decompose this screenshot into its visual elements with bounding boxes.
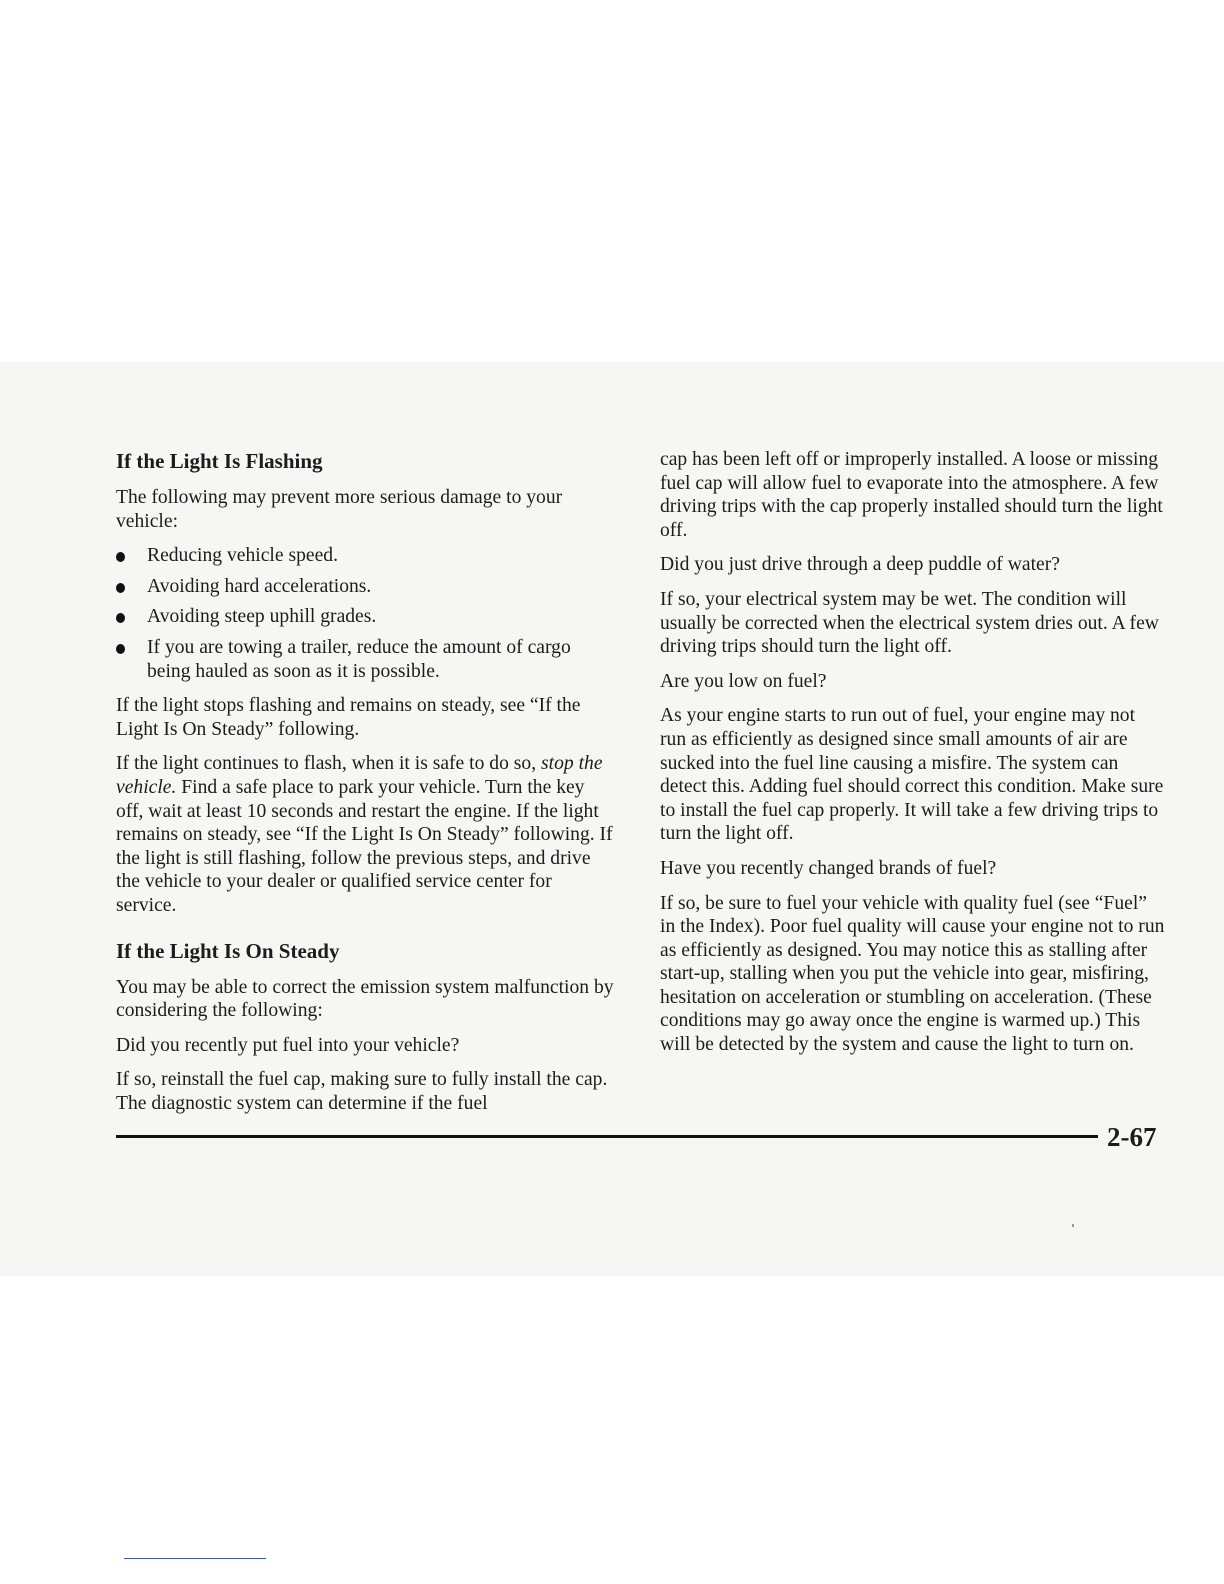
question-low-fuel: Are you low on fuel? [660, 670, 827, 692]
steady-intro: You may be able to correct the emission system malfunction by considering the following: [116, 976, 614, 1022]
puddle-answer: If so, your electrical system may be wet. The condition will usually be corrected when the electrical system dries out. A few driving trips should turn the light off. [660, 588, 1159, 658]
right-column [660, 448, 1166, 1068]
footer-rule [116, 1135, 1098, 1138]
low-fuel-answer: As your engine starts to run out of fuel, your engine may not run as efficiently as designed since small amounts of air are sucked into the fuel line causing a misfire. The system can detect this. Adding fuel should correct this condition. Make sure to install the fuel cap properly. It will take a few driving trips to turn the light off. [660, 705, 1164, 845]
stop-vehicle-emphasis: stop the vehicle. [116, 753, 603, 798]
fuel-cap-answer-continued: cap has been left off or improperly installed. A loose or missing fuel cap will allow fuel to evaporate into the atmosphere. A few driving trips with the cap properly installed should turn the light off. [660, 449, 1163, 541]
question-recent-fuel: Did you recently put fuel into your vehicle? [116, 1034, 460, 1056]
bullet-icon [116, 552, 125, 562]
list-item: If you are towing a trailer, reduce the amount of cargo being hauled as soon as it is possible. [116, 636, 616, 683]
bullet-icon [116, 644, 125, 654]
list-item: Avoiding hard accelerations. [116, 575, 616, 599]
scan-speck [1072, 1224, 1074, 1227]
heading-light-steady: If the Light Is On Steady [116, 938, 340, 963]
question-fuel-brands: Have you recently changed brands of fuel? [660, 857, 997, 879]
footer-link-underline[interactable] [124, 1558, 266, 1559]
heading-light-flashing: If the Light Is Flashing [116, 449, 323, 473]
stops-flashing-paragraph: If the light stops flashing and remains on steady, see “If the Light Is On Steady” following. [116, 695, 581, 740]
question-puddle: Did you just drive through a deep puddle of water? [660, 554, 1060, 576]
precaution-list [116, 544, 616, 683]
fuel-brands-answer: If so, be sure to fuel your vehicle with quality fuel (see “Fuel” in the Index). Poor fuel quality will cause your engine not to run as efficiently as designed. You may notice this as stalling after start-up, stalling when you put the vehicle into gear, misfiring, hesitation on acceleration or stumbling on acceleration. (These conditions may go away once the engine is warmed up.) This will be detected by the system and cause the light to turn on. [660, 892, 1165, 1056]
bullet-icon [116, 583, 125, 593]
page-number: 2-67 [1107, 1122, 1157, 1152]
continues-flashing-paragraph: If the light continues to flash, when it is safe to do so, stop the vehicle. Find a safe place to park your vehicle. Turn the key off, wait at least 10 seconds and restart the engine. If the light remains on steady, see “If the Light Is On Steady” following. If the light is still flashing, follow the previous steps, and drive the vehicle to your dealer or qualified service center for service. [116, 753, 613, 916]
fuel-cap-answer-start: If so, reinstall the fuel cap, making sure to fully install the cap. The diagnostic system can determine if the fuel [116, 1069, 608, 1114]
list-item: Avoiding steep uphill grades. [116, 605, 616, 629]
bullet-icon [116, 613, 125, 623]
list-item: Reducing vehicle speed. [116, 544, 616, 568]
flashing-intro: The following may prevent more serious damage to your vehicle: [116, 487, 563, 532]
left-column [116, 448, 616, 1126]
